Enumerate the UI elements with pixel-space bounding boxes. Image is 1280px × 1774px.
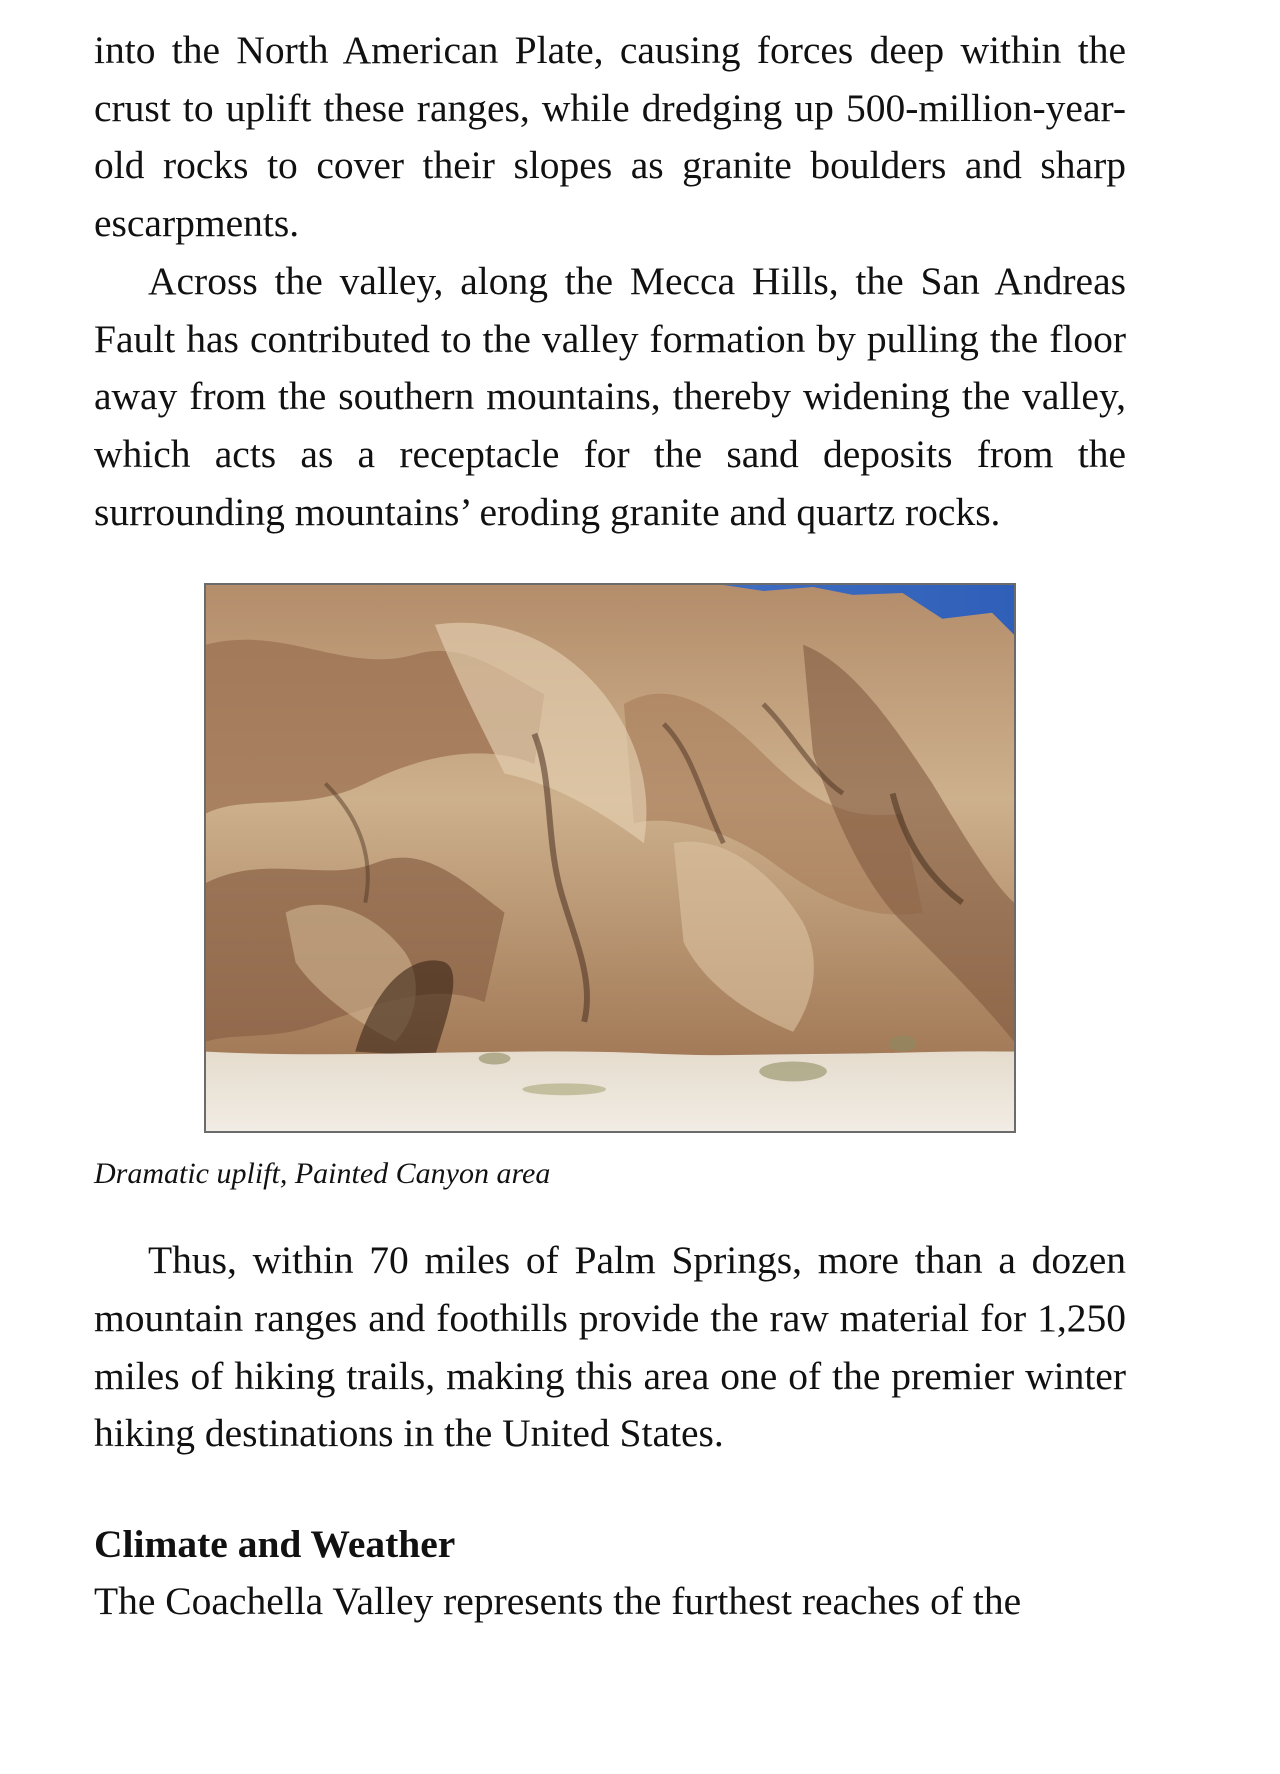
body-paragraph-3: Thus, within 70 miles of Palm Springs, more than a dozen mountain ranges and foothills provide the raw material for 1,250 miles of hiking trails, making this area one of the premier winter hiking destinations in the United States. <box>94 1238 1126 1456</box>
figure <box>94 583 1126 1195</box>
body-paragraph-2: Across the valley, along the Mecca Hills, the San Andreas Fault has contributed to the valley formation by pulling the floor away from the southern mountains, thereby widening the valley, which acts as a receptacle for the sand deposits from the surrounding mountains’ eroding granite and quartz rocks. <box>94 258 1126 534</box>
rock-canyon-photo <box>204 583 1016 1133</box>
figure-caption: Dramatic uplift, Painted Canyon area <box>94 1157 551 1191</box>
document-page <box>94 22 1126 1631</box>
body-paragraph-4: The Coachella Valley represents the furthest reaches of the <box>94 1579 1022 1624</box>
section-heading: Climate and Weather <box>94 1522 456 1567</box>
body-paragraph-1: into the North American Plate, causing forces deep within the crust to uplift these ranges, while dredging up 500-million-year-old rocks to cover their slopes as granite boulders and sharp escarpments. <box>94 28 1126 246</box>
rock-canyon-photo-icon <box>206 585 1014 1131</box>
